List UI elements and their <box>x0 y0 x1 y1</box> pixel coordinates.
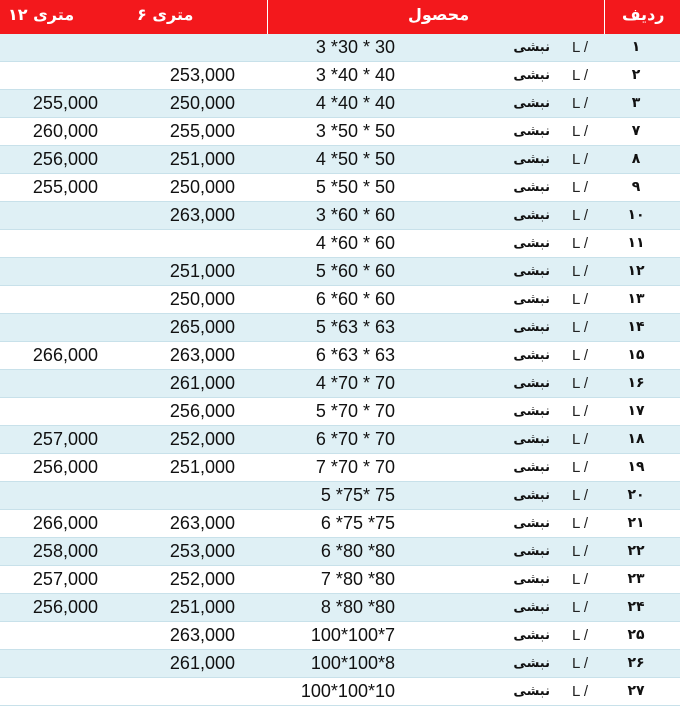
price-6m-cell: 251,000 <box>169 261 235 281</box>
table-row <box>0 258 680 286</box>
table-row <box>0 314 680 342</box>
product-name-cell: نبشی <box>513 292 550 307</box>
table-row <box>0 566 680 594</box>
price-12m-cell: 256,000 <box>32 597 98 617</box>
price-12m-cell <box>0 286 98 314</box>
row-number-cell: ۲۱ <box>627 515 645 531</box>
spec-cell: 3 *40 * 40 <box>315 65 395 85</box>
price-12m-cell <box>0 230 98 258</box>
price-12m-cell: 266,000 <box>32 345 98 365</box>
price-6m-cell: 251,000 <box>169 597 235 617</box>
row-number-cell: ۱ <box>631 39 641 55</box>
spec-cell: 3 *30 * 30 <box>315 37 395 57</box>
product-name-cell: نبشی <box>513 656 550 671</box>
table-row <box>0 146 680 174</box>
price-12m-cell <box>0 34 98 62</box>
row-number-cell: ۸ <box>631 151 641 167</box>
row-number-cell: ۱۹ <box>627 459 645 475</box>
shape-cell: L / <box>571 179 589 196</box>
price-6m-cell: 252,000 <box>169 429 235 449</box>
price-6m-cell: 263,000 <box>169 205 235 225</box>
table-row <box>0 202 680 230</box>
spec-cell: 5 *75* 75 <box>320 485 395 505</box>
table-row <box>0 286 680 314</box>
price-6m-cell: 261,000 <box>169 373 235 393</box>
spec-cell: 6 *60 * 60 <box>315 289 395 309</box>
shape-cell: L / <box>571 403 589 420</box>
row-number-cell: ۱۵ <box>627 347 645 363</box>
table-row <box>0 482 680 510</box>
table-row <box>0 650 680 678</box>
row-number-cell: ۲۷ <box>627 683 645 699</box>
product-name-cell: نبشی <box>513 180 550 195</box>
product-name-cell: نبشی <box>513 460 550 475</box>
price-6m-cell: 253,000 <box>169 541 235 561</box>
price-6m-cell: 261,000 <box>169 653 235 673</box>
shape-cell: L / <box>571 207 589 224</box>
product-name-cell: نبشی <box>513 600 550 615</box>
row-number-cell: ۱۸ <box>627 431 645 447</box>
price-12m-cell: 256,000 <box>32 149 98 169</box>
product-name-cell: نبشی <box>513 628 550 643</box>
price-6m-cell: 263,000 <box>169 345 235 365</box>
spec-cell: 3 *60 * 60 <box>315 205 395 225</box>
table-row <box>0 62 680 90</box>
spec-cell: 5 *50 * 50 <box>315 177 395 197</box>
product-name-cell: نبشی <box>513 152 550 167</box>
row-number-cell: ۳ <box>631 95 641 111</box>
spec-cell: 6 *70 * 70 <box>315 429 395 449</box>
price-6m-cell <box>110 34 235 62</box>
product-name-cell: نبشی <box>513 40 550 55</box>
price-6m-cell: 265,000 <box>169 317 235 337</box>
table-row <box>0 594 680 622</box>
spec-cell: 7 *70 * 70 <box>315 457 395 477</box>
shape-cell: L / <box>571 571 589 588</box>
row-number-cell: ۲ <box>631 67 641 83</box>
shape-cell: L / <box>571 655 589 672</box>
spec-cell: 4 *70 * 70 <box>315 373 395 393</box>
price-6m-cell: 251,000 <box>169 457 235 477</box>
price-6m-cell: 256,000 <box>169 401 235 421</box>
shape-cell: L / <box>571 487 589 504</box>
table-row <box>0 342 680 370</box>
header-twelve-meter: ۱۲ متری <box>8 5 75 24</box>
product-name-cell: نبشی <box>513 432 550 447</box>
price-6m-cell: 255,000 <box>169 121 235 141</box>
spec-cell: 3 *50 * 50 <box>315 121 395 141</box>
spec-cell: 100*100*10 <box>300 681 395 701</box>
row-number-cell: ۲۳ <box>627 571 645 587</box>
product-name-cell: نبشی <box>513 516 550 531</box>
row-number-cell: ۲۴ <box>627 599 645 615</box>
shape-cell: L / <box>571 39 589 56</box>
price-12m-cell: 255,000 <box>32 177 98 197</box>
row-number-cell: ۱۱ <box>627 235 645 251</box>
spec-cell: 8 *80 *80 <box>320 597 395 617</box>
product-name-cell: نبشی <box>513 488 550 503</box>
price-6m-cell: 263,000 <box>169 513 235 533</box>
price-12m-cell <box>0 258 98 286</box>
shape-cell: L / <box>571 123 589 140</box>
shape-cell: L / <box>571 459 589 476</box>
price-6m-cell: 250,000 <box>169 177 235 197</box>
product-name-cell: نبشی <box>513 68 550 83</box>
shape-cell: L / <box>571 151 589 168</box>
shape-cell: L / <box>571 627 589 644</box>
row-number-cell: ۲۵ <box>627 627 645 643</box>
shape-cell: L / <box>571 67 589 84</box>
header-product: محصول <box>408 5 470 24</box>
table-row <box>0 398 680 426</box>
price-6m-cell <box>110 230 235 258</box>
table-row <box>0 118 680 146</box>
table-row <box>0 426 680 454</box>
shape-cell: L / <box>571 431 589 448</box>
price-6m-cell: 252,000 <box>169 569 235 589</box>
price-12m-cell: 257,000 <box>32 429 98 449</box>
shape-cell: L / <box>571 235 589 252</box>
table-header <box>0 0 680 34</box>
shape-cell: L / <box>571 95 589 112</box>
spec-cell: 5 *60 * 60 <box>315 261 395 281</box>
product-name-cell: نبشی <box>513 320 550 335</box>
spec-cell: 6 *80 *80 <box>320 541 395 561</box>
table-row <box>0 454 680 482</box>
row-number-cell: ۱۲ <box>627 263 645 279</box>
header-row-number: ردیف <box>622 5 665 24</box>
row-number-cell: ۲۰ <box>627 487 645 503</box>
spec-cell: 4 *40 * 40 <box>315 93 395 113</box>
table-row <box>0 622 680 650</box>
price-12m-cell <box>0 62 98 90</box>
product-name-cell: نبشی <box>513 236 550 251</box>
product-name-cell: نبشی <box>513 544 550 559</box>
product-name-cell: نبشی <box>513 264 550 279</box>
spec-cell: 4 *60 * 60 <box>315 233 395 253</box>
product-name-cell: نبشی <box>513 572 550 587</box>
row-number-cell: ۱۶ <box>627 375 645 391</box>
spec-cell: 100*100*8 <box>310 653 395 673</box>
header-six-meter: ۶ متری <box>137 5 194 24</box>
price-12m-cell: 255,000 <box>32 93 98 113</box>
price-12m-cell: 266,000 <box>32 513 98 533</box>
shape-cell: L / <box>571 291 589 308</box>
product-name-cell: نبشی <box>513 208 550 223</box>
spec-cell: 5 *70 * 70 <box>315 401 395 421</box>
shape-cell: L / <box>571 347 589 364</box>
price-12m-cell <box>0 314 98 342</box>
product-name-cell: نبشی <box>513 348 550 363</box>
spec-cell: 4 *50 * 50 <box>315 149 395 169</box>
price-12m-cell <box>0 202 98 230</box>
shape-cell: L / <box>571 515 589 532</box>
header-divider <box>604 0 605 34</box>
spec-cell: 100*100*7 <box>310 625 395 645</box>
spec-cell: 6 *75 *75 <box>320 513 395 533</box>
price-6m-cell: 250,000 <box>169 93 235 113</box>
row-number-cell: ۱۷ <box>627 403 645 419</box>
price-6m-cell <box>110 482 235 510</box>
product-name-cell: نبشی <box>513 96 550 111</box>
table-row <box>0 230 680 258</box>
row-number-cell: ۱۳ <box>627 291 645 307</box>
shape-cell: L / <box>571 683 589 700</box>
row-number-cell: ۱۴ <box>627 319 645 335</box>
shape-cell: L / <box>571 263 589 280</box>
product-name-cell: نبشی <box>513 684 550 699</box>
price-6m-cell: 250,000 <box>169 289 235 309</box>
product-name-cell: نبشی <box>513 124 550 139</box>
shape-cell: L / <box>571 543 589 560</box>
row-number-cell: ۷ <box>631 123 641 139</box>
price-12m-cell <box>0 398 98 426</box>
price-6m-cell: 263,000 <box>169 625 235 645</box>
table-row <box>0 538 680 566</box>
table-row <box>0 174 680 202</box>
row-number-cell: ۲۶ <box>627 655 645 671</box>
product-name-cell: نبشی <box>513 404 550 419</box>
table-row <box>0 370 680 398</box>
price-6m-cell: 253,000 <box>169 65 235 85</box>
price-12m-cell: 258,000 <box>32 541 98 561</box>
price-12m-cell <box>0 370 98 398</box>
price-12m-cell: 256,000 <box>32 457 98 477</box>
spec-cell: 7 *80 *80 <box>320 569 395 589</box>
spec-cell: 5 *63 * 63 <box>315 317 395 337</box>
row-number-cell: ۱۰ <box>627 207 645 223</box>
price-12m-cell <box>0 650 98 678</box>
shape-cell: L / <box>571 599 589 616</box>
row-number-cell: ۹ <box>631 179 641 195</box>
price-6m-cell: 251,000 <box>169 149 235 169</box>
shape-cell: L / <box>571 375 589 392</box>
shape-cell: L / <box>571 319 589 336</box>
table-row <box>0 510 680 538</box>
header-divider <box>267 0 268 34</box>
price-12m-cell <box>0 622 98 650</box>
product-name-cell: نبشی <box>513 376 550 391</box>
price-12m-cell: 257,000 <box>32 569 98 589</box>
spec-cell: 6 *63 * 63 <box>315 345 395 365</box>
table-row <box>0 90 680 118</box>
price-12m-cell <box>0 482 98 510</box>
row-number-cell: ۲۲ <box>627 543 645 559</box>
table-row <box>0 34 680 62</box>
price-12m-cell: 260,000 <box>32 121 98 141</box>
